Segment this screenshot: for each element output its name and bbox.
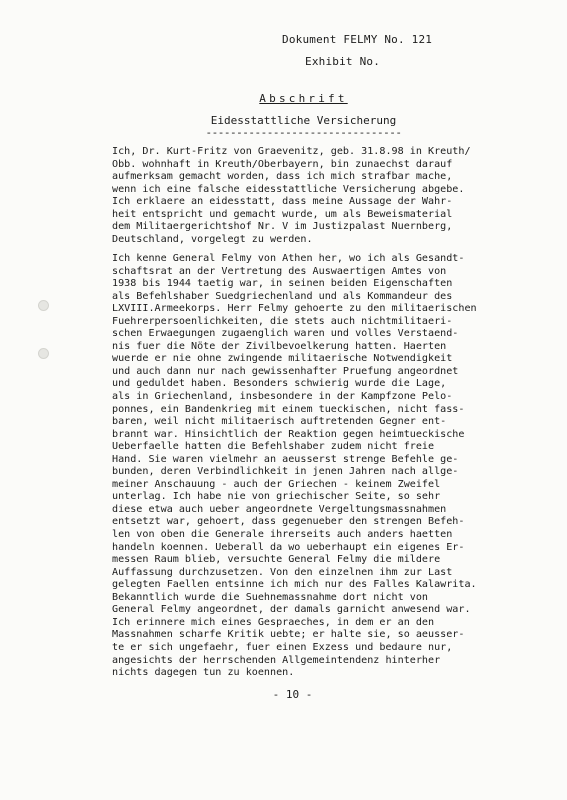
text-line: Massnahmen scharfe Kritik uebte; er halte sie, so aeusser- xyxy=(112,629,465,641)
text-line: angesichts der herrschenden Allgemeintendenz hinterher xyxy=(112,654,441,666)
text-line: handeln koennen. Ueberall da wo ueberhaupt ein eigenes Er- xyxy=(112,541,465,553)
text-line: gelegten Faellen entsinne ich mich nur des Falles Kalawrita. xyxy=(112,579,477,591)
text-line: Fuehrerpersoenlichkeiten, die stets auch nichtmilitaeri- xyxy=(112,315,453,327)
page-title: Abschrift xyxy=(259,92,348,105)
text-line: aufmerksam gemacht worden, dass ich mich strafbar mache, xyxy=(112,171,453,183)
text-line: Deutschland, vorgelegt zu werden. xyxy=(112,233,313,245)
text-line: wenn ich eine falsche eidesstattliche Versicherung abgebe. xyxy=(112,183,465,195)
text-line: len von oben die Generale ihrerseits auch anders haetten xyxy=(112,529,453,541)
text-line: messen Raum blieb, versuchte General Felmy die mildere xyxy=(112,554,441,566)
paragraph-testimony xyxy=(112,253,532,680)
text-line: nichts dagegen tun zu koennen. xyxy=(112,667,295,679)
text-line: als in Griechenland, insbesondere in der Kampfzone Pelo- xyxy=(112,391,453,403)
text-line: schen Erwaegungen zugaenglich waren und volles Verstaend- xyxy=(112,328,459,340)
text-line: Ueberfaelle hatten die Befehlshaber zudem nicht freie xyxy=(112,441,435,453)
punch-hole xyxy=(38,300,49,311)
text-line: nis fuer die Nöte der Zivilbevoelkerung hatten. Haerten xyxy=(112,340,447,352)
punch-hole xyxy=(38,348,49,359)
text-line: te er sich ungefaehr, fuer einen Exzess und bedaure nur, xyxy=(112,641,453,653)
page-number: - 10 - xyxy=(272,688,313,701)
text-line: Ich erinnere mich eines Gespraeches, in dem er an den xyxy=(112,616,435,628)
text-line: dem Militaergerichtshof Nr. V im Justizpalast Nuernberg, xyxy=(112,221,453,233)
text-line: Ich, Dr. Kurt-Fritz von Graevenitz, geb. 31.8.98 in Kreuth/ xyxy=(112,146,471,157)
text-line: Ich kenne General Felmy von Athen her, wo ich als Gesandt- xyxy=(112,253,465,264)
text-line: Ich erklaere an eidesstatt, dass meine Aussage der Wahr- xyxy=(112,196,453,208)
text-line: baren, weil nicht militaerisch auftretenden Gegner ent- xyxy=(112,416,447,428)
text-line: Obb. wohnhaft in Kreuth/Oberbayern, bin zunaechst darauf xyxy=(112,158,453,170)
text-line: ponnes, ein Bandenkrieg mit einem tueckischen, nicht fass- xyxy=(112,403,465,415)
text-line: Bekanntlich wurde die Suehnemassnahme dort nicht von xyxy=(112,591,429,603)
text-line: schaftsrat an der Vertretung des Auswaertigen Amtes von xyxy=(112,265,447,277)
exhibit-number: Exhibit No. xyxy=(305,55,381,68)
text-line: LXVIII.Armeekorps. Herr Felmy gehoerte zu den militaerischen xyxy=(112,303,477,315)
text-line: bunden, deren Verbindlichkeit in jenen Jahren nach allge- xyxy=(112,466,459,478)
text-line: 1938 bis 1944 taetig war, in seinen beiden Eigenschaften xyxy=(112,278,453,290)
text-line: unterlag. Ich habe nie von griechischer Seite, so sehr xyxy=(112,491,441,503)
text-line: Auffassung durchzusetzen. Von den einzelnen ihm zur Last xyxy=(112,566,453,578)
text-line: meiner Anschauung - auch der Griechen - keinem Zweifel xyxy=(112,478,441,490)
text-line: als Befehlshaber Suedgriechenland und als Kommandeur des xyxy=(112,290,453,302)
text-line: und auch dann nur nach gewissenhafter Pruefung angeordnet xyxy=(112,365,459,377)
text-line: wuerde er nie ohne zwingende militaerische Notwendigkeit xyxy=(112,353,453,365)
paragraph-affidavit-intro xyxy=(112,146,532,246)
text-line: General Felmy angeordnet, der damals garnicht anwesend war. xyxy=(112,604,471,616)
text-line: und geduldet haben. Besonders schwierig wurde die Lage, xyxy=(112,378,447,390)
text-line: heit entspricht und gemacht wurde, um als Beweismaterial xyxy=(112,208,453,220)
text-line: diese etwa auch ueber angeordnete Vergeltungsmassnahmen xyxy=(112,503,447,515)
text-line: brannt war. Hinsichtlich der Reaktion gegen heimtueckische xyxy=(112,428,465,440)
document-reference: Dokument FELMY No. 121 xyxy=(282,33,433,46)
text-line: entsetzt war, gehoert, dass gegenueber den strengen Befeh- xyxy=(112,516,465,528)
document-subtitle: Eidesstattliche Versicherung xyxy=(210,114,397,127)
subtitle-underline: -------------------------------- xyxy=(205,126,402,139)
text-line: Hand. Sie waren vielmehr an aeusserst strenge Befehle ge- xyxy=(112,453,459,465)
